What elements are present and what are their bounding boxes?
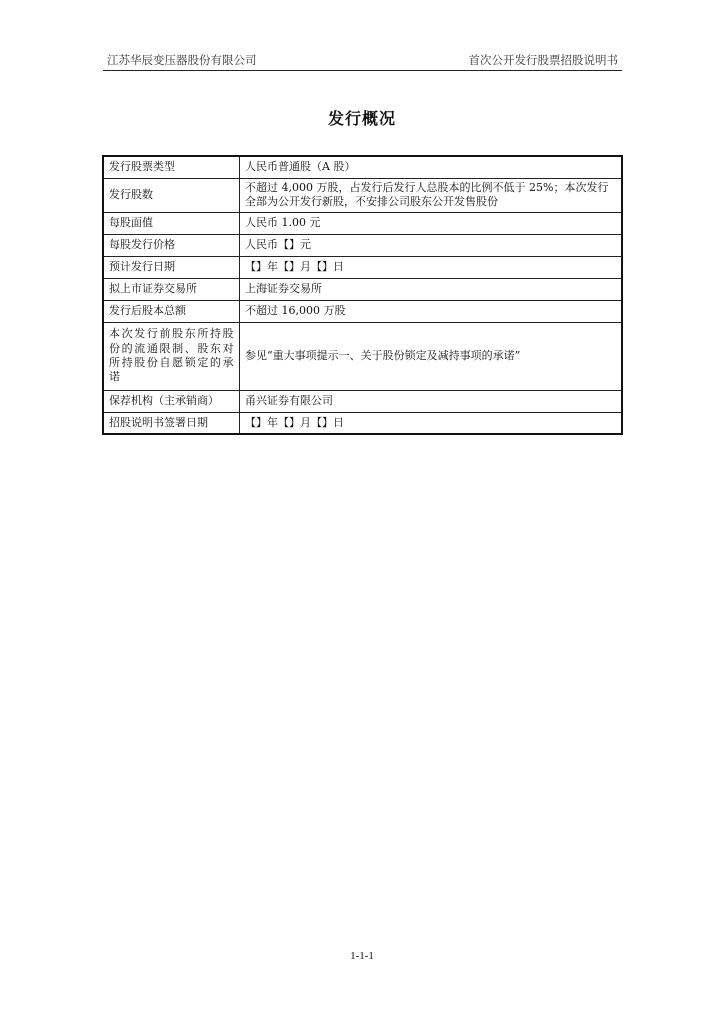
row-value: 甬兴证券有限公司	[240, 390, 622, 412]
header-document-name: 首次公开发行股票招股说明书	[468, 53, 618, 67]
row-value: 人民币普通股（A 股）	[240, 156, 622, 178]
header-company-name: 江苏华辰变压器股份有限公司	[107, 53, 257, 67]
row-value: 人民币【】元	[240, 234, 622, 256]
offering-overview-table	[102, 155, 623, 435]
table-row	[103, 412, 622, 434]
row-label: 预计发行日期	[103, 256, 240, 278]
table-row	[103, 278, 622, 300]
row-value: 不超过 4,000 万股，占发行后发行人总股本的比例不低于 25%；本次发行全部为公开发行新股，不安排公司股东公开发售股份	[240, 178, 622, 212]
table-row	[103, 212, 622, 234]
row-value: 上海证券交易所	[240, 278, 622, 300]
page-number: 1-1-1	[350, 950, 374, 962]
table-row	[103, 322, 622, 390]
row-label: 保荐机构（主承销商）	[103, 390, 240, 412]
row-label: 本次发行前股东所持股份的流通限制、股东对所持股份自愿锁定的承诺	[103, 322, 240, 390]
table-row	[103, 234, 622, 256]
table-row	[103, 300, 622, 322]
row-label: 发行后股本总额	[103, 300, 240, 322]
table-row	[103, 256, 622, 278]
row-value: 【】年【】月【】日	[240, 412, 622, 434]
row-value: 不超过 16,000 万股	[240, 300, 622, 322]
table-row	[103, 178, 622, 212]
row-value: 【】年【】月【】日	[240, 256, 622, 278]
row-label: 每股发行价格	[103, 234, 240, 256]
row-value: 人民币 1.00 元	[240, 212, 622, 234]
page-title: 发行概况	[327, 109, 396, 128]
table-row	[103, 390, 622, 412]
row-value: 参见“重大事项提示一、关于股份锁定及减持事项的承诺”	[240, 322, 622, 390]
row-label: 每股面值	[103, 212, 240, 234]
table-row	[103, 156, 622, 178]
row-label: 招股说明书签署日期	[103, 412, 240, 434]
row-label: 发行股数	[103, 178, 240, 212]
row-label: 发行股票类型	[103, 156, 240, 178]
row-label: 拟上市证券交易所	[103, 278, 240, 300]
page-header	[103, 50, 622, 71]
